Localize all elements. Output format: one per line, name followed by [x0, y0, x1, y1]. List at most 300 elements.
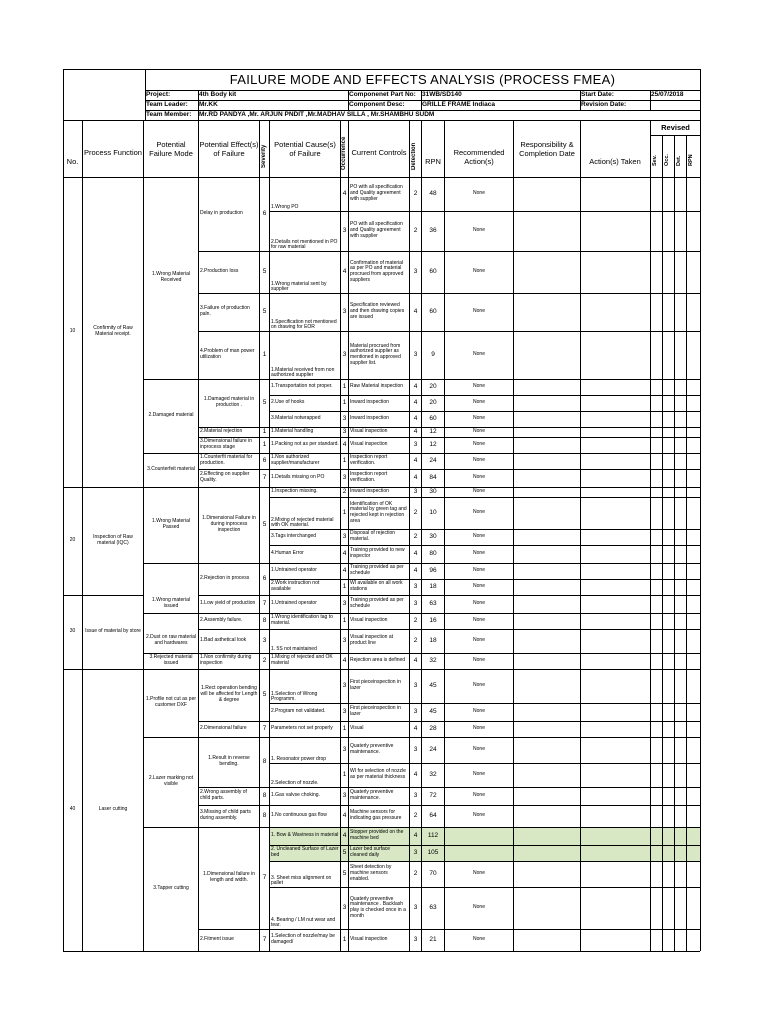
failure-effect — [200, 805, 258, 827]
current-control — [350, 763, 408, 787]
current-control-text: Material procrued from authorized supplier as mentioned in approved supplier list. — [350, 342, 401, 366]
col-failure-mode: Potential Failure Mode — [149, 140, 193, 158]
recommended-action — [446, 669, 512, 703]
severity-value-text: 1 — [262, 428, 267, 436]
process-number-text: 40 — [69, 806, 76, 813]
grid-hline — [145, 100, 700, 101]
grid-vline — [348, 120, 349, 951]
failure-cause — [271, 845, 339, 861]
grid-hline — [270, 669, 700, 670]
grid-vline — [145, 69, 146, 120]
current-control-text: PO with all specification and Quality agreement with supplier — [350, 221, 403, 239]
current-control — [350, 861, 408, 887]
failure-effect-text: 1.Rect operation bending will be affected for Length & degree — [200, 685, 258, 703]
detection-value — [411, 177, 420, 211]
rpn-value-text: 30 — [429, 533, 437, 541]
failure-cause-text: 2.Use of hooks — [271, 399, 305, 406]
recommended-action — [446, 395, 512, 411]
failure-effect-text: 2.Fitment issue — [200, 936, 234, 943]
rpn-value — [423, 653, 443, 669]
current-control-text: Visual inspection — [350, 617, 388, 624]
grid-hline — [270, 411, 700, 412]
rpn-value-text: 80 — [429, 550, 437, 558]
grid-vline — [198, 90, 199, 120]
failure-cause — [271, 737, 339, 763]
detection-value-text: 3 — [413, 268, 418, 276]
failure-mode-text: 2.Lazer marking not visible — [148, 775, 194, 787]
grid-hline — [63, 669, 82, 670]
col-revised: Revised — [661, 123, 690, 132]
detection-value-text: 2 — [413, 227, 418, 235]
current-control — [350, 805, 408, 827]
current-control — [350, 579, 408, 595]
current-control — [350, 331, 408, 379]
failure-effect-text: 3.Failure of production paln. — [200, 305, 250, 317]
detection-value-text: 2 — [413, 509, 418, 517]
occurrence-value-text: 4 — [342, 550, 347, 558]
severity-value-text: 5 — [262, 268, 267, 276]
failure-cause-text: 1.Non authorized supplier/manufacturer — [271, 454, 320, 466]
part-label: Componenet Part No: — [349, 91, 416, 98]
current-control — [350, 437, 408, 453]
failure-cause-text: 4. Bearing / LM nut wear and tear. — [271, 916, 336, 929]
current-control-text: Quaterly preventive maintenance. — [350, 789, 394, 801]
detection-value-text: 2 — [413, 617, 418, 625]
col-detection: Detection — [411, 142, 417, 170]
rpn-value-text: 30 — [429, 488, 437, 496]
severity-value — [261, 437, 268, 453]
process-function-text: Inspection of Raw material (IQC) — [93, 534, 133, 546]
failure-cause — [271, 293, 339, 331]
grid-vline — [143, 120, 144, 951]
occurrence-value — [342, 331, 347, 379]
failure-effect-text: 2.Wrong assembly of child parts. — [200, 789, 247, 801]
severity-value-text: 7 — [262, 600, 267, 608]
recommended-action — [446, 629, 512, 653]
rpn-value — [423, 595, 443, 613]
detection-value-text: 4 — [413, 832, 418, 840]
rpn-value-text: 18 — [429, 637, 437, 645]
occurrence-value-text: 3 — [342, 682, 347, 690]
detection-value-text: 4 — [413, 550, 418, 558]
current-control — [350, 929, 408, 951]
occurrence-value — [342, 211, 347, 251]
current-control-text: WI for selection of nozzle as per material thickness — [350, 768, 406, 780]
occurrence-value-text: 1 — [342, 509, 347, 517]
failure-cause-text: 2.Program not validated. — [271, 708, 326, 715]
rpn-value-text: 20 — [429, 399, 437, 407]
failure-effect — [200, 629, 258, 653]
failure-cause-text: 1.No continuous gas flow — [271, 812, 327, 819]
rpn-value-text: 60 — [429, 268, 437, 276]
occurrence-value — [342, 453, 347, 469]
current-control-text: PO with all specification and Quality agreement with supplier — [350, 184, 403, 202]
occurrence-value — [342, 721, 347, 737]
failure-cause-text: 1. Bow & Waviness in material — [271, 832, 339, 839]
severity-value — [261, 669, 268, 721]
detection-value — [411, 469, 420, 487]
failure-effect-text: Delay in production — [200, 210, 243, 217]
occurrence-value-text: 3 — [342, 533, 347, 541]
recommended-action-text: None — [473, 533, 485, 540]
failure-cause-text: 4.Human Error — [271, 550, 304, 557]
failure-cause — [271, 427, 339, 437]
current-control-text: First pieceinspection in lazer — [350, 679, 401, 691]
project-label: Project: — [146, 91, 171, 98]
failure-effect-text: 1.Bad asthetical look — [200, 637, 247, 644]
occurrence-value — [342, 737, 347, 763]
rpn-value — [423, 929, 443, 951]
rpn-value-text: 10 — [429, 509, 437, 517]
failure-cause — [271, 177, 339, 211]
recommended-action — [446, 427, 512, 437]
failure-effect-text: 2.Rejection in process — [200, 575, 250, 582]
current-control-text: Visual inspection — [350, 936, 388, 943]
grid-hline — [144, 669, 198, 670]
failure-effect-text: 1.Damaged material in production . — [203, 396, 255, 408]
occurrence-value-text: 1 — [342, 583, 347, 591]
failure-effect-text: 2.Production loss — [200, 268, 239, 275]
grid-hline — [144, 563, 198, 564]
failure-effect — [200, 251, 258, 293]
occurrence-value — [342, 469, 347, 487]
recommended-action-text: None — [473, 771, 485, 778]
failure-cause — [271, 579, 339, 595]
current-control-text: Inward inspection — [350, 399, 389, 406]
current-control — [350, 703, 408, 721]
rpn-value-text: 45 — [429, 708, 437, 716]
occurrence-value — [342, 251, 347, 293]
recommended-action-text: None — [473, 870, 485, 877]
grid-hline — [270, 251, 700, 252]
detection-value — [411, 411, 420, 427]
grid-hline — [144, 827, 198, 828]
rpn-value — [423, 703, 443, 721]
start-date-label: Start Date: — [581, 91, 614, 98]
recommended-action-text: None — [473, 904, 485, 911]
failure-cause-text: 3. Sheet miss alignment on pallet — [271, 874, 332, 887]
grid-hline — [270, 929, 700, 930]
detection-value-text: 2 — [413, 637, 418, 645]
sheet-right-border — [700, 69, 701, 951]
rpn-value-text: 32 — [429, 657, 437, 665]
current-control-text: Visual inspection at product line — [350, 634, 393, 646]
rpn-value — [423, 579, 443, 595]
current-control — [350, 395, 408, 411]
recommended-action-text: None — [473, 637, 485, 644]
process-number-text: 30 — [69, 628, 76, 635]
grid-hline — [270, 887, 700, 888]
detection-value — [411, 669, 420, 703]
grid-hline — [270, 563, 700, 564]
grid-hline — [270, 721, 700, 722]
severity-value — [261, 629, 268, 653]
detection-value — [411, 703, 420, 721]
current-control-text: Visual inspection — [350, 441, 388, 448]
recommended-action — [446, 887, 512, 929]
current-control-text: Stopper provided on the machine bed — [350, 829, 404, 841]
revision-date-label: Revision Date: — [581, 101, 627, 108]
severity-value — [261, 787, 268, 805]
current-control-text: Inward inspection — [350, 488, 389, 495]
recommended-action-text: None — [473, 227, 485, 234]
detection-value — [411, 579, 420, 595]
grid-hline — [270, 331, 700, 332]
rpn-value-text: 84 — [429, 474, 437, 482]
detection-value — [411, 613, 420, 629]
process-function-text: Laser cutting — [98, 806, 128, 813]
recommended-action-text: None — [473, 415, 485, 422]
occurrence-value-text: 3 — [342, 708, 347, 716]
failure-mode-text: 1.Wrong material issued — [152, 597, 190, 609]
failure-mode — [145, 177, 197, 379]
recommended-action — [446, 379, 512, 395]
failure-effect-text: 1.Dimensional failure in length and width. — [203, 871, 255, 883]
current-control — [350, 453, 408, 469]
detection-value — [411, 653, 420, 669]
severity-value-text: 8 — [262, 812, 267, 820]
grid-hline — [270, 211, 700, 212]
detection-value-text: 4 — [413, 383, 418, 391]
recommended-action-text: None — [473, 583, 485, 590]
current-control-text: Lazer bed surface cleaned daily — [350, 846, 391, 858]
failure-cause — [271, 487, 339, 497]
recommended-action-text: None — [473, 550, 485, 557]
rpn-value-text: 12 — [429, 441, 437, 449]
col-controls: Current Controls — [351, 148, 407, 157]
grid-hline — [63, 487, 82, 488]
grid-vline — [674, 135, 675, 951]
rpn-value-text: 20 — [429, 383, 437, 391]
failure-cause-text: 1.Wrong identification tag to material. — [271, 614, 333, 626]
grid-hline — [270, 487, 700, 488]
failure-mode — [145, 827, 197, 951]
current-control-text: Disposal of rejection material. — [350, 530, 396, 542]
recommended-action — [446, 453, 512, 469]
detection-value — [411, 545, 420, 563]
detection-value-text: 3 — [413, 488, 418, 496]
grid-vline — [580, 90, 581, 110]
current-control — [350, 563, 408, 579]
occurrence-value-text: 3 — [342, 415, 347, 423]
occurrence-value — [342, 669, 347, 703]
failure-cause — [271, 861, 339, 887]
occurrence-value — [342, 613, 347, 629]
process-number-text: 10 — [69, 328, 76, 335]
occurrence-value — [342, 411, 347, 427]
recommended-action — [446, 653, 512, 669]
grid-vline — [82, 120, 83, 951]
failure-cause — [271, 379, 339, 395]
severity-value-text: 6 — [262, 575, 267, 583]
failure-cause-text: 1. Resonator power drop — [271, 756, 327, 763]
detection-value — [411, 497, 420, 529]
occurrence-value — [342, 579, 347, 595]
failure-cause — [271, 211, 339, 251]
occurrence-value-text: 4 — [342, 441, 347, 449]
recommended-action-text: None — [473, 268, 485, 275]
recommended-action-text: None — [473, 617, 485, 624]
occurrence-value-text: 4 — [342, 812, 347, 820]
failure-mode — [145, 653, 197, 669]
severity-value — [261, 177, 268, 251]
severity-value-text: 8 — [262, 792, 267, 800]
grid-vline — [409, 120, 410, 951]
grid-vline — [444, 120, 445, 951]
recommended-action-text: None — [473, 746, 485, 753]
header-bottom-border — [63, 177, 700, 178]
failure-mode — [145, 487, 197, 563]
current-control-text: Visual inspection — [350, 428, 388, 435]
failure-effect — [200, 721, 258, 737]
failure-cause-text: 2.Selection of nozzle. — [271, 780, 319, 787]
failure-mode-text: 3.Counterfeit material — [147, 466, 195, 473]
occurrence-value — [342, 629, 347, 653]
detection-value — [411, 379, 420, 395]
current-control-text: Confirmation of material as per PO and material procrued from approved suppliers — [350, 259, 404, 283]
current-control — [350, 293, 408, 331]
detection-value-text: 3 — [413, 708, 418, 716]
failure-cause — [271, 653, 339, 669]
component-desc-value: GRILLE FRAME Indiaca — [422, 101, 495, 108]
failure-mode — [145, 595, 197, 613]
col-rpn: RPN — [425, 157, 441, 166]
failure-effect-text: 2.Dimensional failure — [200, 725, 247, 732]
failure-cause-text: 1.Material handling — [271, 428, 314, 435]
occurrence-value — [342, 861, 347, 887]
current-control — [350, 845, 408, 861]
recommended-action — [446, 545, 512, 563]
grid-hline — [270, 787, 700, 788]
process-function-text: Confirmity of Raw Material receipt. — [93, 325, 133, 337]
recommended-action-text: None — [473, 812, 485, 819]
team-leader-label: Team Leader: — [146, 101, 188, 108]
grid-vline — [513, 120, 514, 951]
failure-mode — [145, 379, 197, 453]
rpn-value — [423, 737, 443, 763]
recommended-action-text: None — [473, 399, 485, 406]
rpn-value — [423, 469, 443, 487]
failure-cause — [271, 331, 339, 379]
severity-value-text: 5 — [262, 521, 267, 529]
failure-cause — [271, 929, 339, 951]
recommended-action — [446, 763, 512, 787]
occurrence-value — [342, 595, 347, 613]
grid-hline — [270, 427, 700, 428]
failure-effect — [200, 293, 258, 331]
failure-cause-text: 1.Details missing on PO — [271, 474, 325, 481]
recommended-action — [446, 787, 512, 805]
sheet-top-border — [63, 69, 700, 70]
failure-mode-text: 1.Wrong Material Received — [152, 271, 190, 283]
severity-value — [261, 379, 268, 427]
rpn-value-text: 24 — [429, 746, 437, 754]
failure-effect — [200, 613, 258, 629]
detection-value-text: 4 — [413, 474, 418, 482]
severity-value — [261, 929, 268, 951]
detection-value — [411, 763, 420, 787]
current-control — [350, 653, 408, 669]
recommended-action-text: None — [473, 190, 485, 197]
current-control-text: Inspection report verification. — [350, 471, 388, 483]
severity-value-text: 1 — [262, 441, 267, 449]
rpn-value — [423, 563, 443, 579]
current-control — [350, 469, 408, 487]
severity-value — [261, 251, 268, 293]
failure-mode — [145, 453, 197, 487]
severity-value-text: 8 — [262, 617, 267, 625]
sheet-bottom-border — [63, 951, 700, 952]
rpn-value — [423, 427, 443, 437]
rpn-value — [423, 411, 443, 427]
failure-effect — [200, 653, 258, 669]
failure-effect-text: 3.Missing of child parts during assembly. — [200, 809, 251, 821]
occurrence-value — [342, 703, 347, 721]
rpn-value — [423, 331, 443, 379]
detection-value-text: 4 — [413, 428, 418, 436]
failure-effect-text: 4.Problem of man power utilization — [200, 348, 255, 360]
col-occurrence: Occurrence — [341, 136, 347, 170]
failure-cause — [271, 669, 339, 703]
grid-hline — [270, 737, 700, 738]
severity-value-text: 5 — [262, 691, 267, 699]
grid-hline — [270, 529, 700, 530]
grid-hline — [144, 613, 198, 614]
grid-vline — [650, 120, 651, 951]
occurrence-value — [342, 437, 347, 453]
failure-cause-text: 2.Mixing of rejected material with OK material. — [271, 516, 334, 529]
failure-cause — [271, 529, 339, 545]
rpn-value — [423, 721, 443, 737]
grid-hline — [270, 469, 700, 470]
grid-vline — [259, 120, 260, 951]
rpn-value — [423, 497, 443, 529]
detection-value-text: 3 — [413, 441, 418, 449]
recommended-action — [446, 497, 512, 529]
failure-cause-text: 1.Untrained operator — [271, 567, 317, 574]
grid-vline — [348, 90, 349, 110]
failure-cause — [271, 787, 339, 805]
detection-value — [411, 929, 420, 951]
detection-value-text: 3 — [413, 746, 418, 754]
rpn-value-text: 48 — [429, 190, 437, 198]
failure-cause-text: 2.Details not mentioned in PO for raw material — [271, 238, 338, 251]
grid-hline — [270, 453, 700, 454]
rpn-value-text: 64 — [429, 812, 437, 820]
recommended-action — [446, 595, 512, 613]
rpn-value — [423, 827, 443, 845]
grid-hline — [83, 595, 143, 596]
grid-hline — [144, 487, 198, 488]
failure-effect-text: 2.Assembly failure. — [200, 617, 243, 624]
grid-hline — [83, 669, 143, 670]
failure-effect — [200, 453, 258, 469]
failure-cause-text: 1.Packing not as per standard. — [271, 441, 339, 448]
failure-effect — [200, 787, 258, 805]
rpn-value-text: 36 — [429, 227, 437, 235]
detection-value-text: 3 — [413, 904, 418, 912]
detection-value — [411, 529, 420, 545]
grid-hline — [144, 737, 198, 738]
grid-hline — [270, 497, 700, 498]
rpn-value — [423, 453, 443, 469]
failure-cause — [271, 395, 339, 411]
detection-value — [411, 251, 420, 293]
rpn-value-text: 63 — [429, 904, 437, 912]
failure-mode — [145, 629, 197, 653]
start-date-value: 25/07/2018 — [651, 91, 684, 98]
severity-value-text: 7 — [262, 474, 267, 482]
